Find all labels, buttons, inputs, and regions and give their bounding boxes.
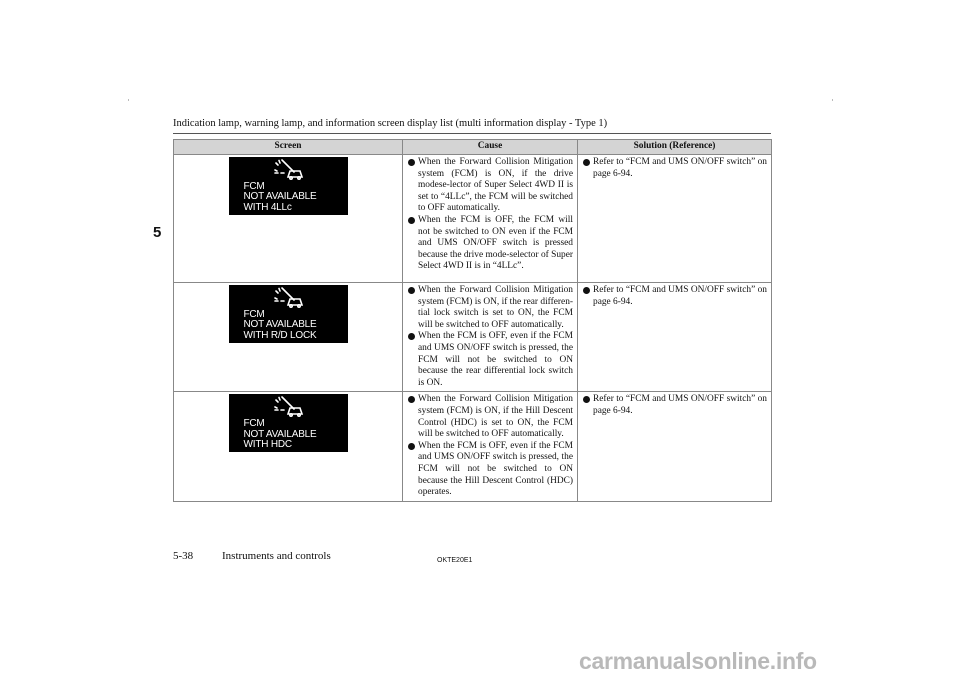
- cause-cell: [403, 392, 578, 501]
- fcm-off-icon: [270, 287, 306, 309]
- page-header-title: Indication lamp, warning lamp, and information screen display list (multi information display - Type 1): [173, 118, 608, 129]
- document-code: OKTE20E1: [437, 557, 473, 564]
- fcm-off-icon: [270, 396, 306, 418]
- solution-item: Refer to “FCM and UMS ON/OFF switch” on page 6-94.: [582, 394, 767, 417]
- header-divider: [173, 133, 771, 134]
- cause-cell: [403, 283, 578, 392]
- solution-cell: [578, 155, 772, 283]
- screen-line: FCM: [243, 418, 265, 430]
- display-list-table: [173, 139, 772, 502]
- screen-cell: [174, 283, 403, 392]
- screen-line: WITH HDC: [243, 439, 292, 451]
- screen-cell: [174, 392, 403, 501]
- fcm-display-screen: [229, 157, 348, 215]
- cause-cell: [403, 155, 578, 283]
- crop-mark-right: [832, 99, 833, 101]
- chapter-tab: 5: [153, 224, 162, 241]
- crop-mark-left: [128, 99, 129, 101]
- table-row: [174, 283, 772, 392]
- table-row: [174, 155, 772, 283]
- column-header-screen: Screen: [174, 140, 403, 155]
- column-header-cause: Cause: [403, 140, 578, 155]
- screen-line: NOT AVAILABLE: [243, 428, 317, 440]
- cause-item: When the FCM is OFF, the FCM will not be switched to ON even if the FCM and UMS ON/OFF switch is pressed because the drive mode-selector of Super Select 4WD II is in “4LLc”.: [407, 215, 573, 273]
- fcm-display-screen: [229, 394, 348, 452]
- solution-item: Refer to “FCM and UMS ON/OFF switch” on page 6-94.: [582, 157, 767, 180]
- screen-line: NOT AVAILABLE: [243, 319, 317, 331]
- screen-line: WITH 4LLc: [243, 201, 292, 213]
- page-number: 5-38: [173, 550, 194, 562]
- screen-line: FCM: [243, 181, 265, 192]
- cause-item: When the Forward Collision Mitigation system (FCM) is ON, if the drive modese-lector of Super Select 4WD II is set to “4LLc”, the FCM will be switched to OFF automatically.: [407, 157, 573, 215]
- table-row: [174, 392, 772, 501]
- screen-line: FCM: [243, 309, 265, 320]
- table-header-row: [174, 140, 772, 155]
- cause-item: When the FCM is OFF, even if the FCM and UMS ON/OFF switch is pressed, the FCM will not be switched to ON because the Hill Descent Control (HDC) operates.: [407, 441, 573, 499]
- watermark: carmanualsonline.info: [579, 648, 817, 674]
- cause-item: When the FCM is OFF, even if the FCM and UMS ON/OFF switch is pressed, the FCM will not be switched to ON because the rear differential lock switch is ON.: [407, 331, 573, 389]
- fcm-off-icon: [270, 159, 306, 181]
- screen-line: NOT AVAILABLE: [243, 191, 317, 203]
- cause-item: When the Forward Collision Mitigation system (FCM) is ON, if the Hill Descent Control (HDC) is set to ON, the FCM will be switched to OFF automatically.: [407, 394, 573, 440]
- column-header-solution: Solution (Reference): [578, 140, 772, 155]
- screen-line: WITH R/D LOCK: [243, 329, 317, 341]
- cause-item: When the Forward Collision Mitigation system (FCM) is ON, if the rear differen-tial lock switch is set to ON, the FCM will be switched to OFF automatically.: [407, 285, 573, 331]
- fcm-display-screen: [229, 285, 348, 343]
- solution-item: Refer to “FCM and UMS ON/OFF switch” on page 6-94.: [582, 285, 767, 308]
- section-name: Instruments and controls: [222, 550, 331, 562]
- screen-cell: [174, 155, 403, 283]
- solution-cell: [578, 283, 772, 392]
- solution-cell: [578, 392, 772, 501]
